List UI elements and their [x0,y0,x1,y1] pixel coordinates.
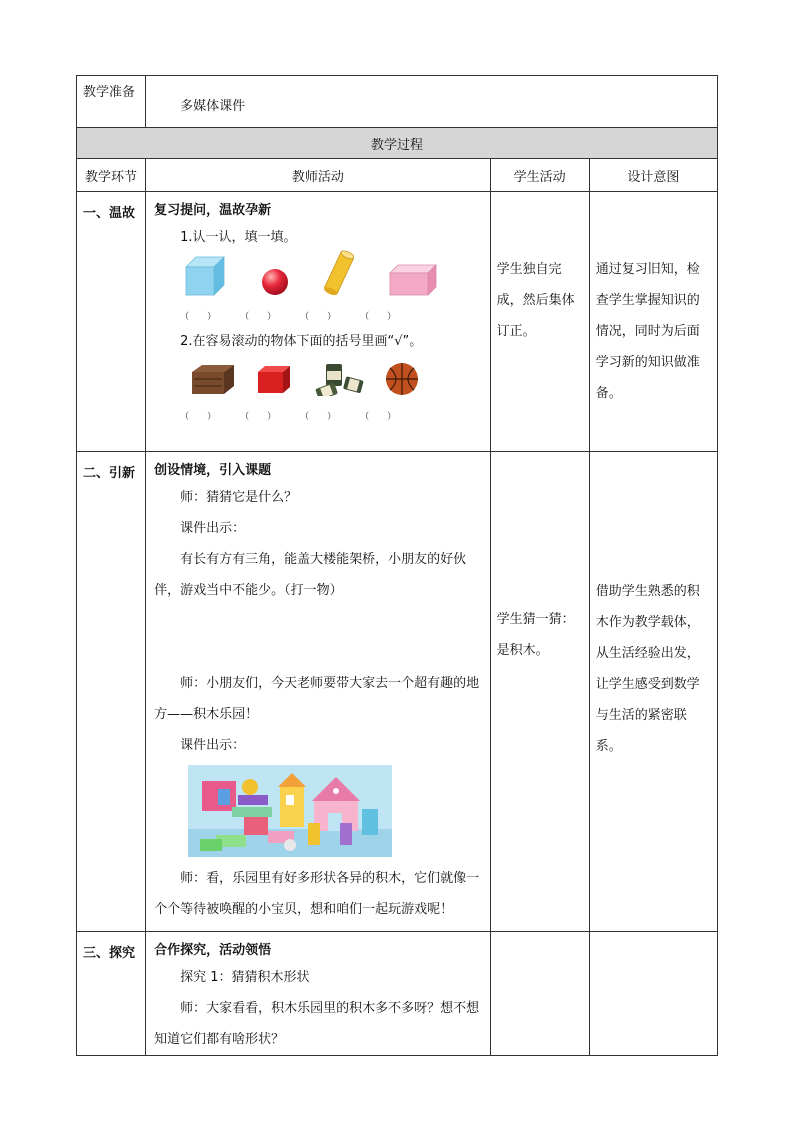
student-activity: 学生猜一猜：是积木。 [490,452,589,932]
stage-row-review [77,192,718,452]
question-2: 2.在容易滚动的物体下面的括号里画“√”。 [180,334,423,349]
section-title: 创设情境，引入课题 [154,463,272,478]
shapes-figure [184,255,484,301]
cube-icon [184,255,226,301]
teacher-activity [146,192,491,452]
answer-blank[interactable]: （ ） [300,412,337,422]
answer-parens-2 [180,409,484,422]
answer-parens-1 [180,309,484,322]
red-box-icon [256,363,292,399]
teacher-line: 课件出示： [180,738,246,753]
section-title: 复习提问，温故孕新 [154,203,272,218]
answer-blank[interactable]: （ ） [300,312,337,322]
teacher-line: 师：小朋友们，今天老师要带大家去一个超有趣的地方——积木乐园！ [154,676,480,722]
teacher-line: 课件出示： [180,521,246,536]
blank-space [154,606,484,668]
header-student: 学生活动 [490,159,589,192]
stage-label: 二、引新 [77,452,146,932]
teacher-line: 师：看，乐园里有好多形状各异的积木，它们就像一个个等待被唤醒的小宝贝，想和咱们一起玩游戏呢！ [154,871,480,917]
stage-label: 一、温故 [77,192,146,452]
riddle-text: 有长有方有三角，能盖大楼能架桥，小朋友的好伙伴，游戏当中不能少。（打一物） [154,552,467,598]
answer-blank[interactable]: （ ） [240,412,277,422]
answer-blank[interactable]: （ ） [240,312,277,322]
teacher-line: 师：猜猜它是什么？ [180,490,298,505]
cuboid-icon [388,263,438,301]
design-intent [589,932,717,1056]
section-title: 合作探究，活动领悟 [154,943,272,958]
stage-label: 三、探究 [77,932,146,1056]
teacher-line: 师：大家看看，积木乐园里的积木多不多呀？想不想知道它们都有啥形状？ [154,1001,480,1047]
stage-row-intro [77,452,718,932]
header-row [77,159,718,192]
answer-blank[interactable]: （ ） [180,312,217,322]
lesson-plan-page [76,75,718,1056]
student-activity [490,932,589,1056]
header-intent: 设计意图 [589,159,717,192]
cans-icon [312,362,364,400]
objects-figure [190,359,484,403]
prep-row [77,76,718,128]
process-band-row [77,128,718,159]
stage-row-explore [77,932,718,1056]
answer-blank[interactable]: （ ） [360,412,397,422]
ball-icon [260,267,290,301]
prep-value: 多媒体课件 [146,76,718,128]
lesson-plan-table [76,75,718,1056]
header-stage: 教学环节 [77,159,146,192]
teacher-line: 探究 1：猜猜积木形状 [180,970,310,985]
answer-blank[interactable]: （ ） [180,412,217,422]
cylinder-icon [324,249,354,301]
teacher-activity [146,452,491,932]
design-intent: 借助学生熟悉的积木作为教学载体，从生活经验出发，让学生感受到数学与生活的紧密联系。 [589,452,717,932]
question-1: 1.认一认，填一填。 [180,230,297,245]
process-title: 教学过程 [77,128,718,159]
teacher-activity [146,932,491,1056]
prep-label: 教学准备 [77,76,146,128]
design-intent: 通过复习旧知，检查学生掌握知识的情况，同时为后面学习新的知识做准备。 [589,192,717,452]
wooden-box-icon [190,362,236,400]
basketball-icon [384,361,420,401]
answer-blank[interactable]: （ ） [360,312,397,322]
block-park-image [188,765,392,857]
header-teacher: 教师活动 [146,159,491,192]
student-activity: 学生独自完成，然后集体订正。 [490,192,589,452]
